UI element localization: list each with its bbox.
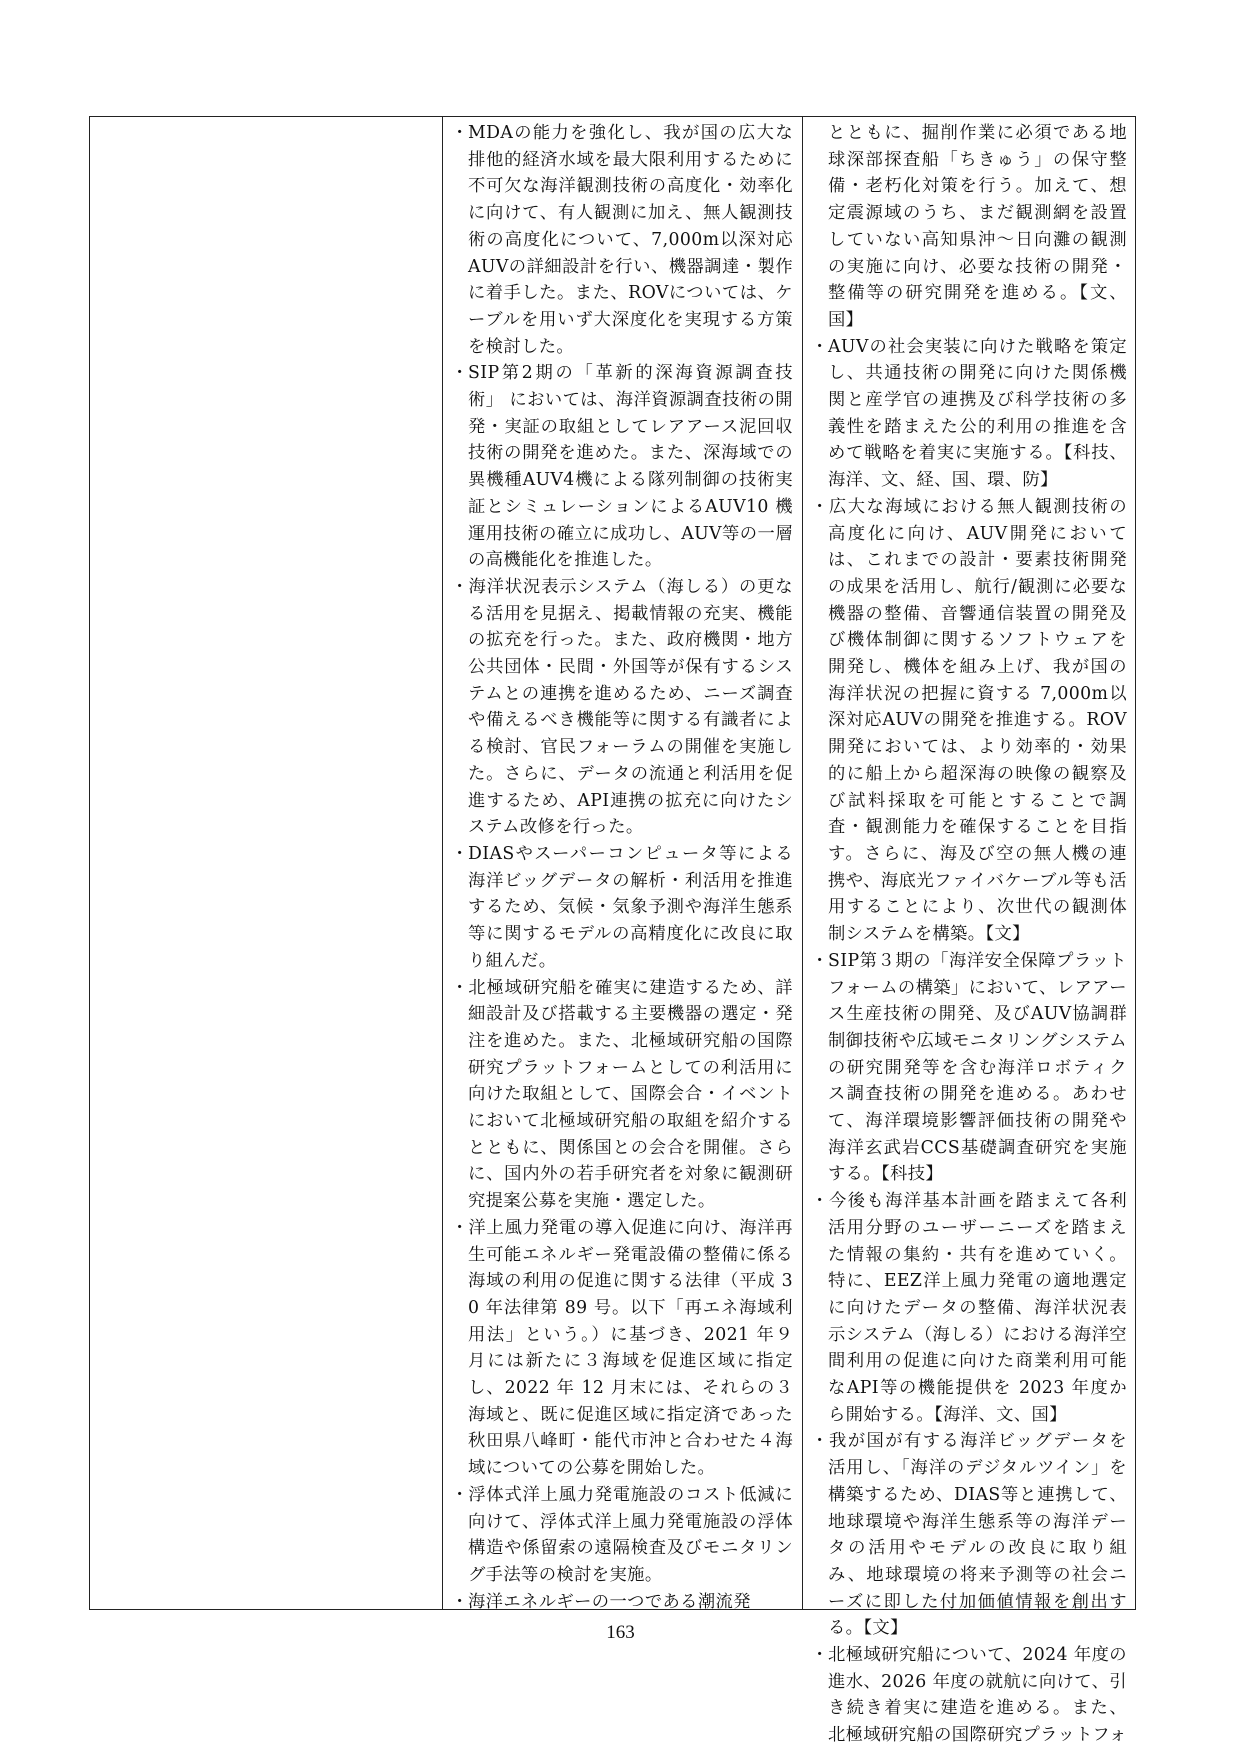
list-item: ・ 海洋エネルギーの一つである潮流発 [451, 1589, 793, 1616]
list-item: ・ SIP第３期の「海洋安全保障プラットフォームの構築」において、レアアース生産技術の開発、及びAUV協調群制御技術や広域モニタリングシステムの研究開発等を含む海洋ロボティクス調査技術の開発を進める。あわせて、海洋環境影響評価技術の開発や海洋玄武岩CCS基礎調査研究を実施する。【科技】 [811, 948, 1127, 1188]
list-item: ・ AUVの社会実装に向けた戦略を策定し、共通技術の開発に向けた関係機関と産学官の連携及び科学技術の多義性を踏まえた公的利用の推進を含めて戦略を着実に実施する。【科技、海洋、文、経、国、環、防】 [811, 334, 1127, 494]
list-item: ・ DIASやスーパーコンピュータ等による海洋ビッグデータの解析・利活用を推進するため、気候・気象予測や海洋生態系等に関するモデルの高精度化に改良に取り組んだ。 [451, 841, 793, 975]
list-item: ・ 浮体式洋上風力発電施設のコスト低減に向けて、浮体式洋上風力発電施設の浮体構造や係留索の遠隔検査及びモニタリング手法等の検討を実施。 [451, 1482, 793, 1589]
list-item: ・ 今後も海洋基本計画を踏まえて各利活用分野のユーザーニーズを踏まえた情報の集約・共有を進めていく。特に、EEZ洋上風力発電の適地選定に向けたデータの整備、海洋状況表示システム（海しる）における海洋空間利用の促進に向けた商業利用可能なAPI等の機能提供を 2023 年度から開始する。【海洋、文、国】 [811, 1188, 1127, 1428]
list-item: ・ MDAの能力を強化し、我が国の広大な排他的経済水域を最大限利用するために不可欠な海洋観測技術の高度化・効率化に向けて、有人観測に加え、無人観測技術の高度化について、7,000m以深対応AUVの詳細設計を行い、機器調達・製作に着手した。また、ROVについては、ケーブルを用いず大深度化を実現する方策を検討した。 [451, 120, 793, 360]
list-item: ・ 洋上風力発電の導入促進に向け、海洋再生可能エネルギー発電設備の整備に係る海域の利用の促進に関する法律（平成 30 年法律第 89 号。以下「再エネ海域利用法」という。）に基づき、2021 年９月には新たに３海域を促進区域に指定し、2022 年 12 月末には、それらの３海域と、既に促進区域に指定済であった秋田県八峰町・能代市沖と合わせた４海域についての公募を開始した。 [451, 1215, 793, 1482]
column-b-text [443, 120, 803, 1612]
list-item: ・ 北極域研究船を確実に建造するため、詳細設計及び搭載する主要機器の選定・発注を進めた。また、北極域研究船の国際研究プラットフォームとしての利活用に向けた取組として、国際会合・イベントにおいて北極域研究船の取組を紹介するとともに、関係国との会合を開催。さらに、国内外の若手研究者を対象に観測研究提案公募を実施・選定した。 [451, 975, 793, 1215]
column-a-empty [90, 117, 442, 1609]
list-item: ・ 北極域研究船について、2024 年度の進水、2026 年度の就航に向けて、引き続き着実に建造を進める。また、北極域研究船の国際研究プラットフォ [811, 1642, 1127, 1749]
page-number: 163 [606, 1622, 635, 1643]
list-item: ・ 広大な海域における無人観測技術の高度化に向け、AUV開発においては、これまでの設計・要素技術開発の成果を活用し、航行/観測に必要な機器の整備、音響通信装置の開発及び機体制御に関するソフトウェアを開発し、機体を組み上げ、我が国の海洋状況の把握に資する 7,000m以深対応AUVの開発を推進する。ROV開発においては、より効率的・効果的に船上から超深海の映像の観察及び試料採取を可能とすることで調査・観測能力を確保することを目指す。さらに、海及び空の無人機の連携や、海底光ファイバケーブル等も活用することにより、次世代の観測体制システムを構築。【文】 [811, 494, 1127, 948]
column-c-plans [802, 117, 1135, 1746]
column-c-text [803, 120, 1135, 1746]
column-b-achievements [442, 117, 803, 1612]
list-item: ・ SIP第2期の「革新的深海資源調査技術」 においては、海洋資源調査技術の開発・実証の取組としてレアアース泥回収技術の開発を進めた。また、深海域での異機種AUV4機による隊列制御の技術実証とシミュレーションによるAUV10 機運用技術の確立に成功し、AUV等の一層の高機能化を推進した。 [451, 360, 793, 574]
list-item: ・ 我が国が有する海洋ビッグデータを活用し、「海洋のデジタルツイン」を構築するため、DIAS等と連携して、地球環境や海洋生態系等の海洋データの活用やモデルの改良に取り組み、地球環境の将来予測等の社会ニーズに即した付加価値情報を創出する。【文】 [811, 1428, 1127, 1642]
list-item-continued: とともに、掘削作業に必須である地球深部探査船「ちきゅう」の保守整備・老朽化対策を行う。加えて、想定震源域のうち、まだ観測網を設置していない高知県沖～日向灘の観測の実施に向け、必要な技術の開発・整備等の研究開発を進める。【文、国】 [828, 123, 1127, 330]
list-item: ・ 海洋状況表示システム（海しる）の更なる活用を見据え、掲載情報の充実、機能の拡充を行った。また、政府機関・地方公共団体・民間・外国等が保有するシステムとの連携を進めるため、ニーズ調査や備えるべき機能等に関する有識者による検討、官民フォーラムの開催を実施した。さらに、データの流通と利活用を促進するため、API連携の拡充に向けたシステム改修を行った。 [451, 574, 793, 841]
